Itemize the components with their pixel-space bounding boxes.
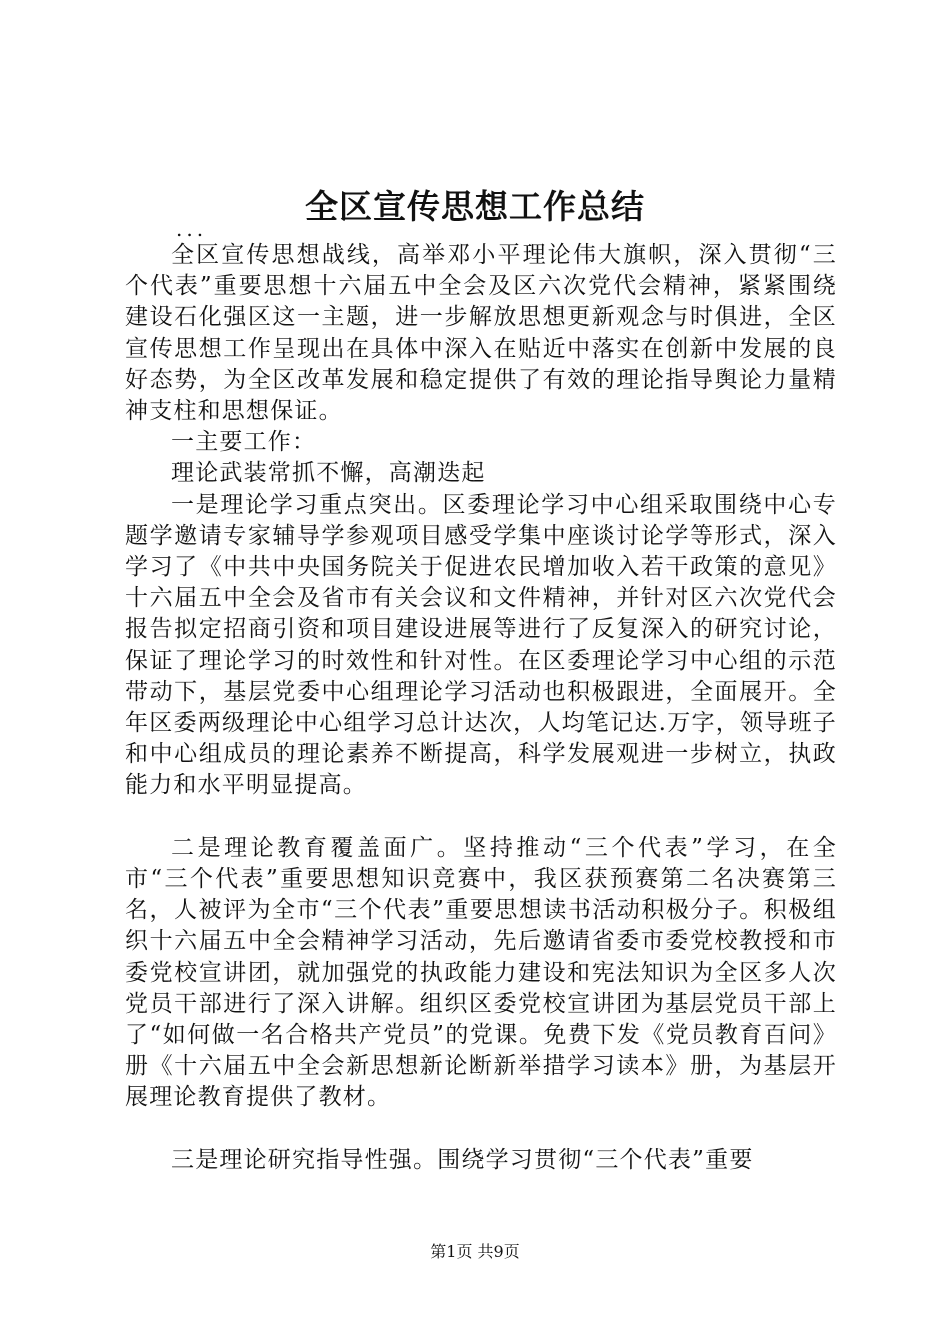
document-body <box>125 240 837 1176</box>
paragraph-theory-education: 二是理论教育覆盖面广。坚持推动“三个代表”学习，在全市“三个代表”重要思想知识竞赛中，我区获预赛第二名决赛第三名，人被评为全市“三个代表”重要思想读书活动积极分子。积极组织十六届五中全会精神学习活动，先后邀请省委市委党校教授和市委党校宣讲团，就加强党的执政能力建设和宪法知识为全区多人次党员干部进行了深入讲解。组织区委党校宣讲团为基层党员干部上了“如何做一名合格共产党员”的党课。免费下发《党员教育百问》册《十六届五中全会新思想新论断新举措学习读本》册，为基层开展理论教育提供了教材。 <box>125 834 837 1111</box>
section-heading: 一主要工作： <box>171 429 317 456</box>
page-footer: 第1页 共9页 <box>430 1242 520 1261</box>
document-title: 全区宣传思想工作总结 <box>305 187 645 226</box>
paragraph-theory-research: 三是理论研究指导性强。围绕学习贯彻“三个代表”重要 <box>171 1146 754 1173</box>
paragraph-intro: 全区宣传思想战线，高举邓小平理论伟大旗帜，深入贯彻“三个代表”重要思想十六届五中全会及区六次党代会精神，紧紧围绕建设石化强区这一主题，进一步解放思想更新观念与时俱进，全区宣传思想工作呈现出在具体中深入在贴近中落实在创新中发展的良好态势，为全区改革发展和稳定提供了有效的理论指导舆论力量精神支柱和思想保证。 <box>125 242 837 425</box>
subsection-heading: 理论武装常抓不懈，高潮迭起 <box>171 460 486 487</box>
ellipsis-mark: ... <box>176 217 208 241</box>
paragraph-theory-study: 一是理论学习重点突出。区委理论学习中心组采取围绕中心专题学邀请专家辅导学参观项目感受学集中座谈讨论学等形式，深入学习了《中共中央国务院关于促进农民增加收入若干政策的意见》十六届五中全会及省市有关会议和文件精神，并针对区六次党代会报告拟定招商引资和项目建设进展等进行了反复深入的研究讨论，保证了理论学习的时效性和针对性。在区委理论学习中心组的示范带动下，基层党委中心组理论学习活动也积极跟进，全面展开。全年区委两级理论中心组学习总计达次，人均笔记达.万字，领导班子和中心组成员的理论素养不断提高，科学发展观进一步树立，执政能力和水平明显提高。 <box>125 491 837 799</box>
